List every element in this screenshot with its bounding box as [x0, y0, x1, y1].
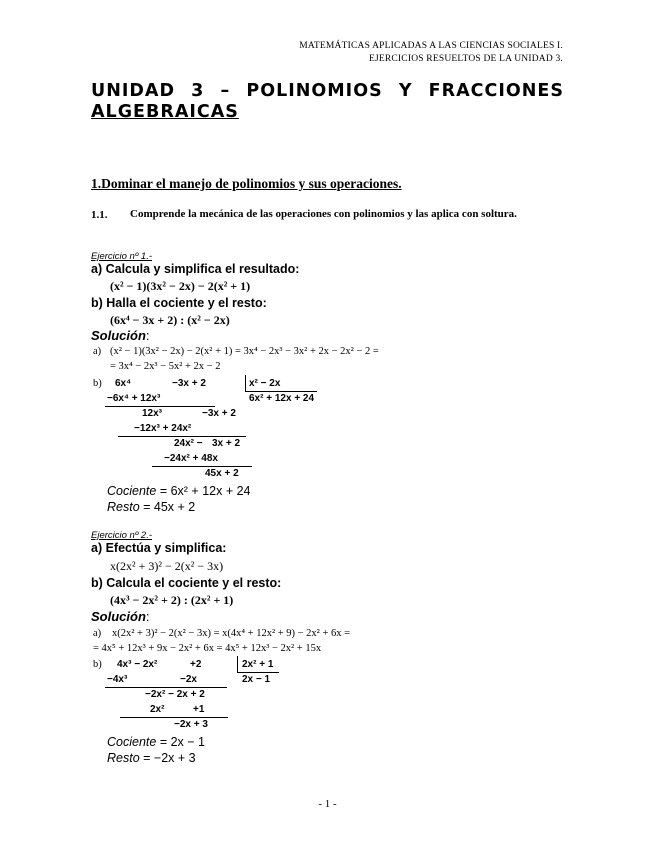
solution-word: Solución	[91, 609, 146, 624]
title-line-1	[91, 81, 564, 101]
title-word: FRACCIONES	[428, 81, 564, 101]
cociente-value: = 6x² + 12x + 24	[156, 484, 251, 498]
div1-row-1: −6x⁴ + 12x³	[107, 393, 161, 404]
exercise-2-solution-label	[91, 609, 150, 624]
resto-label: Resto	[107, 500, 140, 514]
div2-dividend-rest: +2	[190, 659, 202, 670]
div2-dividend-lead: 4x³ − 2x²	[117, 659, 158, 670]
title-line-2: ALGEBRAICAS	[91, 102, 239, 122]
resto-label: Resto	[107, 751, 140, 765]
div2-row-3b: +1	[193, 704, 205, 715]
title-word: UNIDAD	[91, 81, 175, 101]
page-title	[91, 81, 564, 122]
exercise-2-a-tag: a)	[93, 628, 102, 639]
div1-divisor: x² − 2x	[249, 378, 281, 389]
div2-row-1a: −4x³	[107, 674, 128, 685]
div2-vertical-bar	[237, 656, 238, 673]
div1-dividend-rest: −3x + 2	[172, 378, 206, 389]
exercise-1-a-tag: a)	[93, 346, 102, 357]
exercise-2-label: Ejercicio nº 2.-	[91, 530, 153, 541]
exercise-2-cociente	[107, 735, 205, 749]
div2-rule-1	[105, 687, 227, 688]
div2-row-2: −2x² − 2x + 2	[145, 689, 205, 700]
title-word: –	[220, 81, 231, 101]
div1-divisor-rule	[245, 391, 317, 392]
exercise-2-a-line-1: x(2x² + 3)² − 2(x² − 3x) = x(4x⁴ + 12x² + 9) − 2x² + 6x =	[112, 628, 351, 639]
div1-row-2a: 12x³	[142, 408, 163, 419]
cociente-label: Cociente	[107, 735, 157, 749]
solution-colon: :	[145, 328, 150, 343]
title-word: Y	[398, 81, 413, 101]
title-word: 3	[191, 81, 205, 101]
exercise-1-a-line-1: (x² − 1)(3x² − 2x) − 2(x² + 1) = 3x⁴ − 2x³ − 3x² + 2x − 2x² − 2 =	[110, 346, 379, 357]
div1-row-4a: 24x² −	[174, 438, 203, 449]
exercise-1-solution-label	[91, 328, 150, 343]
header-line-1: MATEMÁTICAS APLICADAS A LAS CIENCIAS SOCIALES I.	[299, 41, 563, 51]
cociente-label: Cociente	[107, 484, 157, 498]
resto-value: = −2x + 3	[139, 751, 196, 765]
div1-dividend-lead: 6x⁴	[115, 378, 132, 389]
div1-quotient: 6x² + 12x + 24	[249, 393, 315, 404]
exercise-1-expr-b: (6x⁴ − 3x + 2) : (x² − 2x)	[110, 313, 230, 327]
exercise-1-a-line-2: = 3x⁴ − 2x³ − 5x² + 2x − 2	[110, 361, 221, 372]
div2-row-1b: −2x	[180, 674, 197, 685]
div2-remainder: −2x + 3	[174, 719, 208, 730]
exercise-2-expr-a: x(2x² + 3)² − 2(x² − 3x)	[110, 559, 224, 573]
div1-vertical-bar	[245, 375, 246, 392]
exercise-2-question-b: b) Calcula el cociente y el resto:	[91, 576, 282, 590]
resto-value: = 45x + 2	[139, 500, 196, 514]
exercise-1-b-tag: b)	[93, 378, 102, 389]
div1-row-5: −24x² + 48x	[164, 453, 218, 464]
subsection-number: 1.1.	[91, 209, 108, 221]
exercise-2-resto	[107, 751, 196, 765]
solution-word: Solución	[91, 328, 146, 343]
subsection-text: Comprende la mecánica de las operaciones con polinomios y las aplica con soltura.	[130, 208, 517, 220]
solution-colon: :	[145, 609, 150, 624]
div1-rule-1	[105, 406, 215, 407]
exercise-1-resto	[107, 500, 195, 514]
exercise-1-question-a: a) Calcula y simplifica el resultado:	[91, 262, 300, 276]
exercise-1-label: Ejercicio nº 1.-	[91, 251, 153, 262]
div2-divisor: 2x² + 1	[242, 659, 274, 670]
exercise-2-expr-b: (4x³ − 2x² + 2) : (2x² + 1)	[110, 593, 234, 607]
exercise-1-cociente	[107, 484, 251, 498]
exercise-2-a-line-2: = 4x⁵ + 12x³ + 9x − 2x² + 6x = 4x⁵ + 12x³ − 2x² + 15x	[93, 643, 322, 654]
exercise-2-b-tag: b)	[93, 659, 102, 670]
div2-quotient: 2x − 1	[242, 674, 271, 685]
div1-row-3: −12x³ + 24x²	[134, 423, 192, 434]
div2-rule-2	[120, 717, 228, 718]
div2-row-3a: 2x²	[150, 704, 165, 715]
section-heading: 1.Dominar el manejo de polinomios y sus operaciones.	[91, 176, 402, 191]
div2-divisor-rule	[237, 672, 279, 673]
title-word: POLINOMIOS	[246, 81, 383, 101]
div1-row-2b: −3x + 2	[202, 408, 236, 419]
div1-rule-3	[152, 466, 252, 467]
exercise-1-expr-a: (x² − 1)(3x² − 2x) − 2(x² + 1)	[110, 279, 251, 293]
exercise-1-question-b: b) Halla el cociente y el resto:	[91, 296, 267, 310]
exercise-2-question-a: a) Efectúa y simplifica:	[91, 541, 227, 555]
page-number: - 1 -	[318, 798, 337, 810]
div1-row-4b: 3x + 2	[212, 438, 241, 449]
div1-rule-2	[118, 436, 246, 437]
cociente-value: = 2x − 1	[156, 735, 205, 749]
div1-remainder: 45x + 2	[205, 468, 239, 479]
header-line-2: EJERCICIOS RESUELTOS DE LA UNIDAD 3.	[368, 54, 563, 64]
